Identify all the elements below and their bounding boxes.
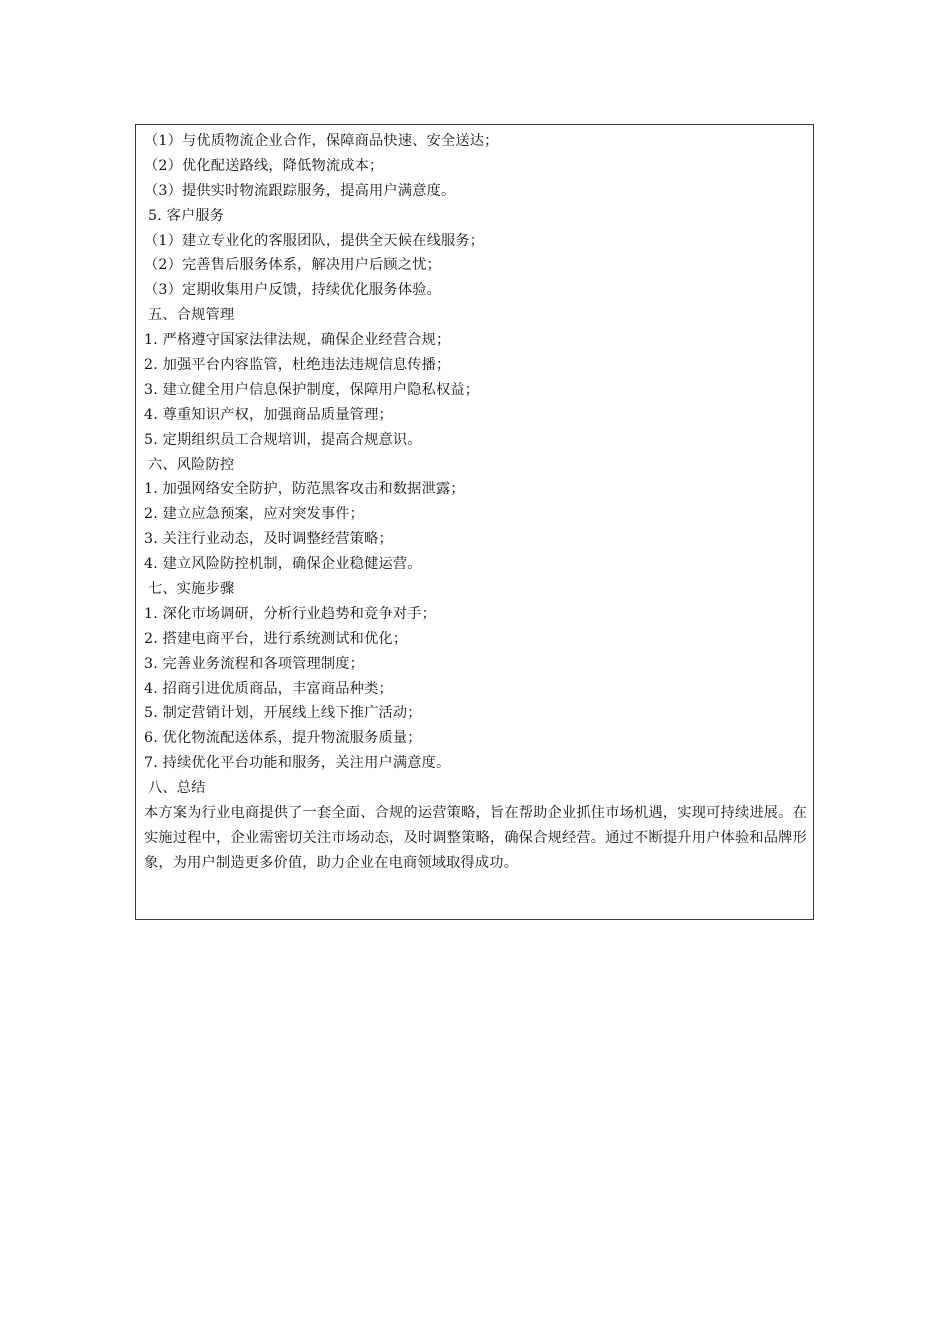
section-heading: 八、总结 bbox=[148, 780, 206, 797]
list-item: 7. 持续优化平台功能和服务，关注用户满意度。 bbox=[144, 755, 451, 772]
line-list bbox=[144, 129, 807, 801]
list-item: 1. 加强网络安全防护，防范黑客攻击和数据泄露； bbox=[144, 481, 465, 498]
summary-paragraph: 本方案为行业电商提供了一套全面、合规的运营策略，旨在帮助企业抓住市场机遇，实现可持续进展。在实施过程中，企业需密切关注市场动态，及时调整策略，确保合规经营。通过不断提升用户体验和品牌形象，为用户制造更多价值，助力企业在电商领域取得成功。 bbox=[144, 805, 807, 871]
list-item: 5. 制定营销计划，开展线上线下推广活动； bbox=[144, 705, 422, 722]
list-item: （2）完善售后服务体系，解决用户后顾之忧； bbox=[144, 257, 441, 274]
document-frame bbox=[135, 124, 814, 920]
section-heading: 七、实施步骤 bbox=[148, 581, 235, 598]
list-item: 4. 招商引进优质商品，丰富商品种类； bbox=[144, 680, 393, 697]
list-item: （3）定期收集用户反馈，持续优化服务体验。 bbox=[144, 282, 441, 299]
list-item: 4. 建立风险防控机制，确保企业稳健运营。 bbox=[144, 556, 422, 573]
section-heading: 五、合规管理 bbox=[148, 307, 235, 324]
list-item: 3. 关注行业动态，及时调整经营策略； bbox=[144, 531, 393, 548]
section-heading: 5. 客户服务 bbox=[148, 207, 225, 224]
document-content bbox=[144, 129, 807, 876]
list-item: 5. 定期组织员工合规培训，提高合规意识。 bbox=[144, 431, 422, 448]
list-item: （2）优化配送路线，降低物流成本； bbox=[144, 157, 384, 174]
list-item: 1. 严格遵守国家法律法规，确保企业经营合规； bbox=[144, 332, 451, 349]
list-item: 6. 优化物流配送体系，提升物流服务质量； bbox=[144, 730, 422, 747]
list-item: 3. 完善业务流程和各项管理制度； bbox=[144, 655, 365, 672]
list-item: 4. 尊重知识产权，加强商品质量管理； bbox=[144, 406, 393, 423]
list-item: 1. 深化市场调研，分析行业趋势和竞争对手； bbox=[144, 605, 437, 622]
section-heading: 六、风险防控 bbox=[148, 456, 235, 473]
list-item: 3. 建立健全用户信息保护制度，保障用户隐私权益； bbox=[144, 381, 480, 398]
list-item: （1）建立专业化的客服团队，提供全天候在线服务； bbox=[144, 232, 485, 249]
list-item: （3）提供实时物流跟踪服务，提高用户满意度。 bbox=[144, 182, 456, 199]
list-item: （1）与优质物流企业合作，保障商品快速、安全送达； bbox=[144, 133, 499, 149]
list-item: 2. 建立应急预案，应对突发事件； bbox=[144, 506, 365, 523]
list-item: 2. 搭建电商平台，进行系统测试和优化； bbox=[144, 630, 408, 647]
list-item: 2. 加强平台内容监管，杜绝违法违规信息传播； bbox=[144, 357, 451, 374]
